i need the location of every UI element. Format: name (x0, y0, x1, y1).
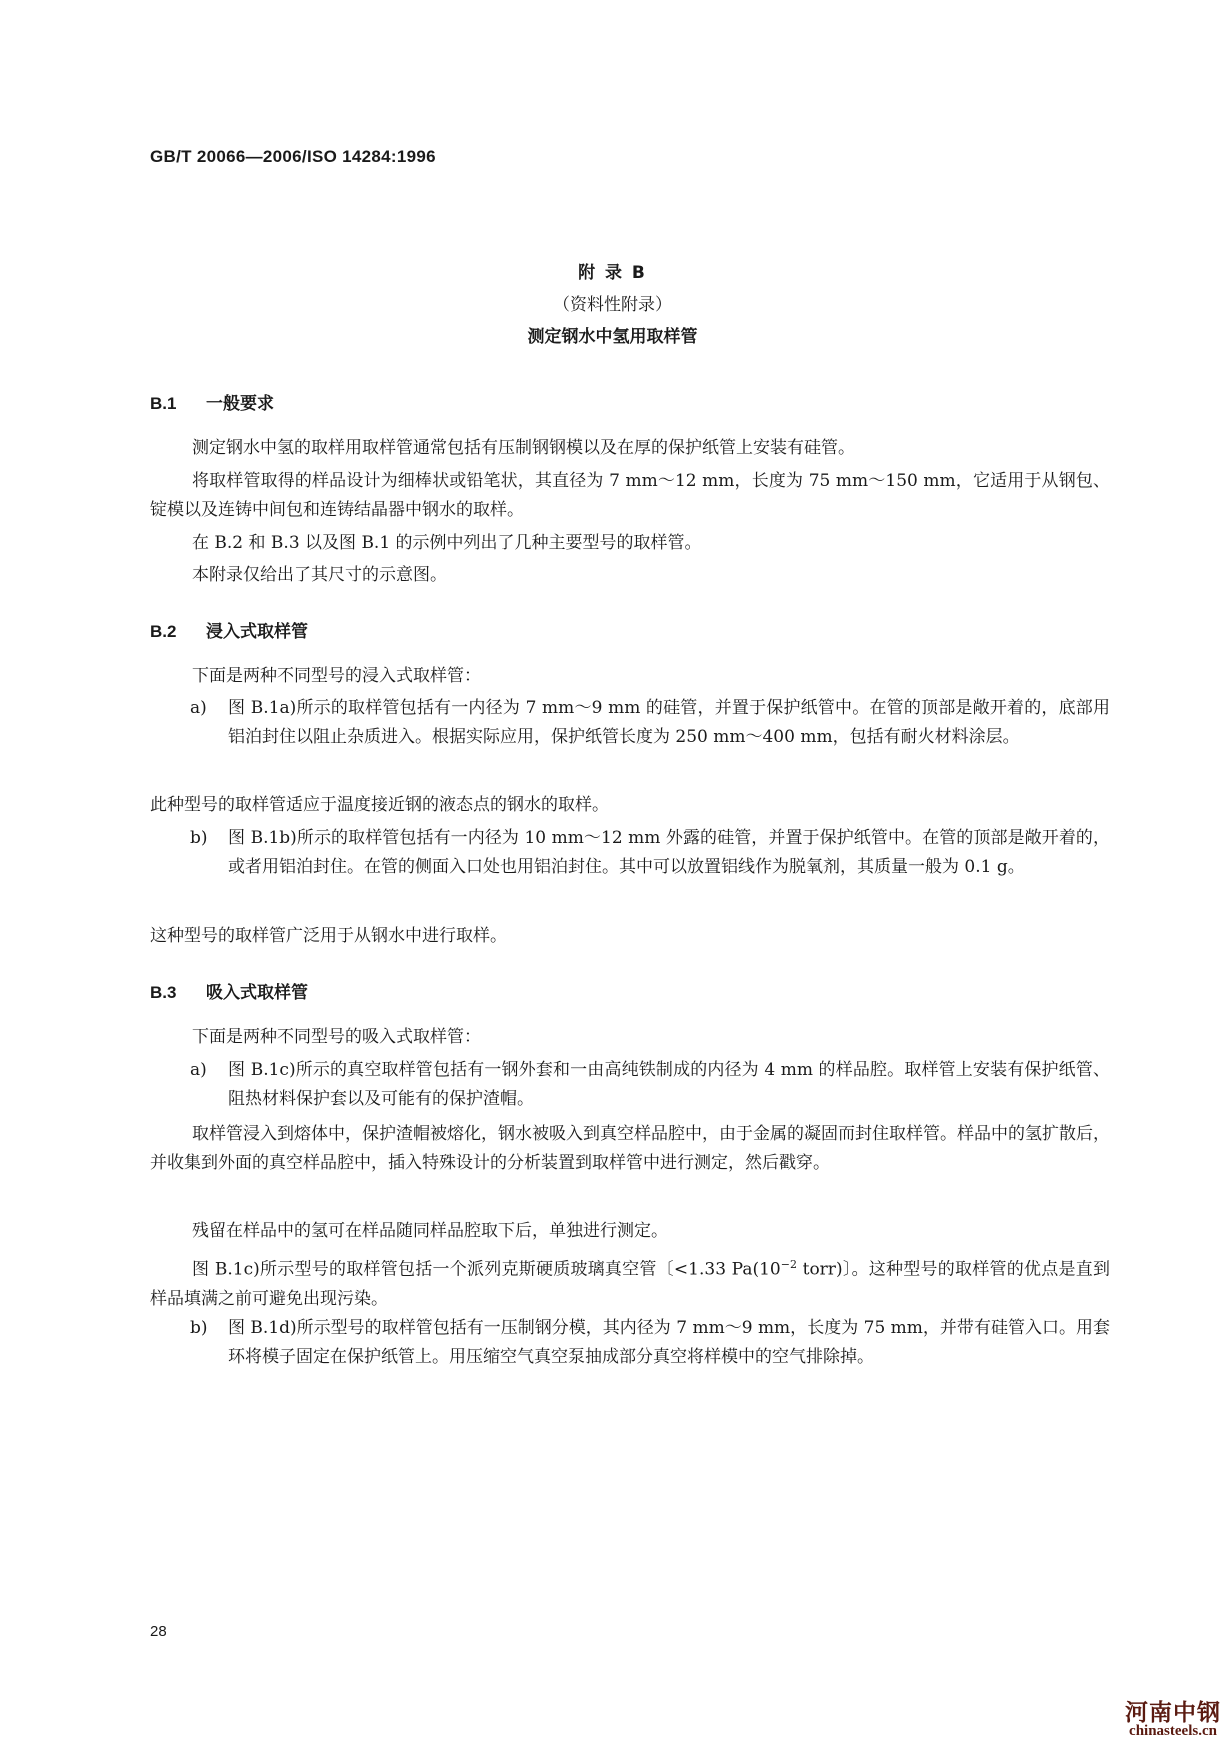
section-b1-heading (150, 389, 274, 414)
b2-item-a (190, 694, 1110, 752)
section-number: B.1 (150, 394, 177, 413)
b2-item-b (190, 824, 1110, 882)
b3-paragraph-2: 残留在样品中的氢可在样品随同样品腔取下后，单独进行测定。 (192, 1221, 668, 1241)
b3-intro: 下面是两种不同型号的吸入式取样管： (192, 1027, 481, 1047)
section-title: 吸入式取样管 (206, 983, 308, 1003)
b3-p3-text-start: 图 B.1c)所示型号的取样管包括一个派列克斯硬质玻璃真空管〔<1.33 Pa(10 (192, 1259, 781, 1280)
b1-paragraph-1: 测定钢水中氢的取样用取样管通常包括有压制钢钢模以及在厚的保护纸管上安装有硅管。 (192, 438, 855, 458)
b3-item-b (190, 1314, 1110, 1372)
item-label: a) (190, 698, 207, 718)
b1-paragraph-3: 在 B.2 和 B.3 以及图 B.1 的示例中列出了几种主要型号的取样管。 (192, 533, 702, 553)
b3-p3-exponent: −2 (780, 1258, 797, 1271)
b3-p3-text-end: torr)〕。这种型号的取样管的优点是直到样品填满之前可避免出现污染。 (150, 1259, 1111, 1309)
item-text: 图 B.1b)所示的取样管包括有一内径为 10 mm～12 mm 外露的硅管，并置于保护纸管中。在管的顶部是敞开着的，或者用铝泊封住。在管的侧面入口处也用铝泊封住。其中可以放置铝线作为脱氧剂，其质量一般为 0.1 g。 (228, 828, 1110, 877)
watermark-en: chinasteels.cn (1129, 1723, 1217, 1739)
b2-intro: 下面是两种不同型号的浸入式取样管： (192, 666, 481, 686)
section-b2-heading (150, 617, 308, 642)
appendix-heading: 测定钢水中氢用取样管 (527, 327, 698, 347)
watermark-logo (1125, 1694, 1221, 1740)
b3-item-a (190, 1056, 1110, 1114)
b2-note-b: 这种型号的取样管广泛用于从钢水中进行取样。 (150, 926, 507, 946)
section-number: B.2 (150, 622, 177, 641)
section-title: 一般要求 (206, 394, 274, 414)
item-text: 图 B.1c)所示的真空取样管包括有一钢外套和一由高纯铁制成的内径为 4 mm 的样品腔。取样管上安装有保护纸管、阻热材料保护套以及可能有的保护渣帽。 (228, 1060, 1110, 1109)
item-text: 图 B.1a)所示的取样管包括有一内径为 7 mm～9 mm 的硅管，并置于保护纸管中。在管的顶部是敞开着的，底部用铝泊封住以阻止杂质进入。根据实际应用，保护纸管长度为 250 mm～400 mm，包括有耐火材料涂层。 (228, 698, 1110, 747)
standard-header: GB/T 20066—2006/ISO 14284:1996 (150, 147, 436, 166)
item-label: b) (190, 1318, 208, 1338)
item-label: a) (190, 1060, 207, 1080)
item-text: 图 B.1d)所示型号的取样管包括有一压制钢分模，其内径为 7 mm～9 mm，长度为 75 mm，并带有硅管入口。用套环将模子固定在保护纸管上。用压缩空气真空泵抽成部分真空将样模中的空气排除掉。 (228, 1318, 1110, 1367)
b1-paragraph-2: 将取样管取得的样品设计为细棒状或铅笔状，其直径为 7 mm～12 mm，长度为 75 mm～150 mm，它适用于从钢包、锭模以及连铸中间包和连铸结晶器中钢水的取样。 (150, 471, 1110, 520)
section-b3-heading (150, 978, 308, 1003)
section-number: B.3 (150, 983, 177, 1002)
appendix-title: 附 录 B (578, 263, 647, 283)
item-label: b) (190, 828, 208, 848)
b1-paragraph-4: 本附录仅给出了其尺寸的示意图。 (192, 565, 447, 585)
appendix-subtitle: （资料性附录） (553, 295, 672, 315)
b3-paragraph-3 (150, 1250, 1110, 1314)
watermark-cn: 河南中钢 (1125, 1700, 1221, 1726)
page-number: 28 (150, 1623, 167, 1640)
section-title: 浸入式取样管 (206, 622, 308, 642)
b3-paragraph-1: 取样管浸入到熔体中，保护渣帽被熔化，钢水被吸入到真空样品腔中，由于金属的凝固而封住取样管。样品中的氢扩散后，并收集到外面的真空样品腔中，插入特殊设计的分析装置到取样管中进行测定，然后戳穿。 (150, 1124, 1110, 1173)
b2-note-a: 此种型号的取样管适应于温度接近钢的液态点的钢水的取样。 (150, 795, 609, 815)
